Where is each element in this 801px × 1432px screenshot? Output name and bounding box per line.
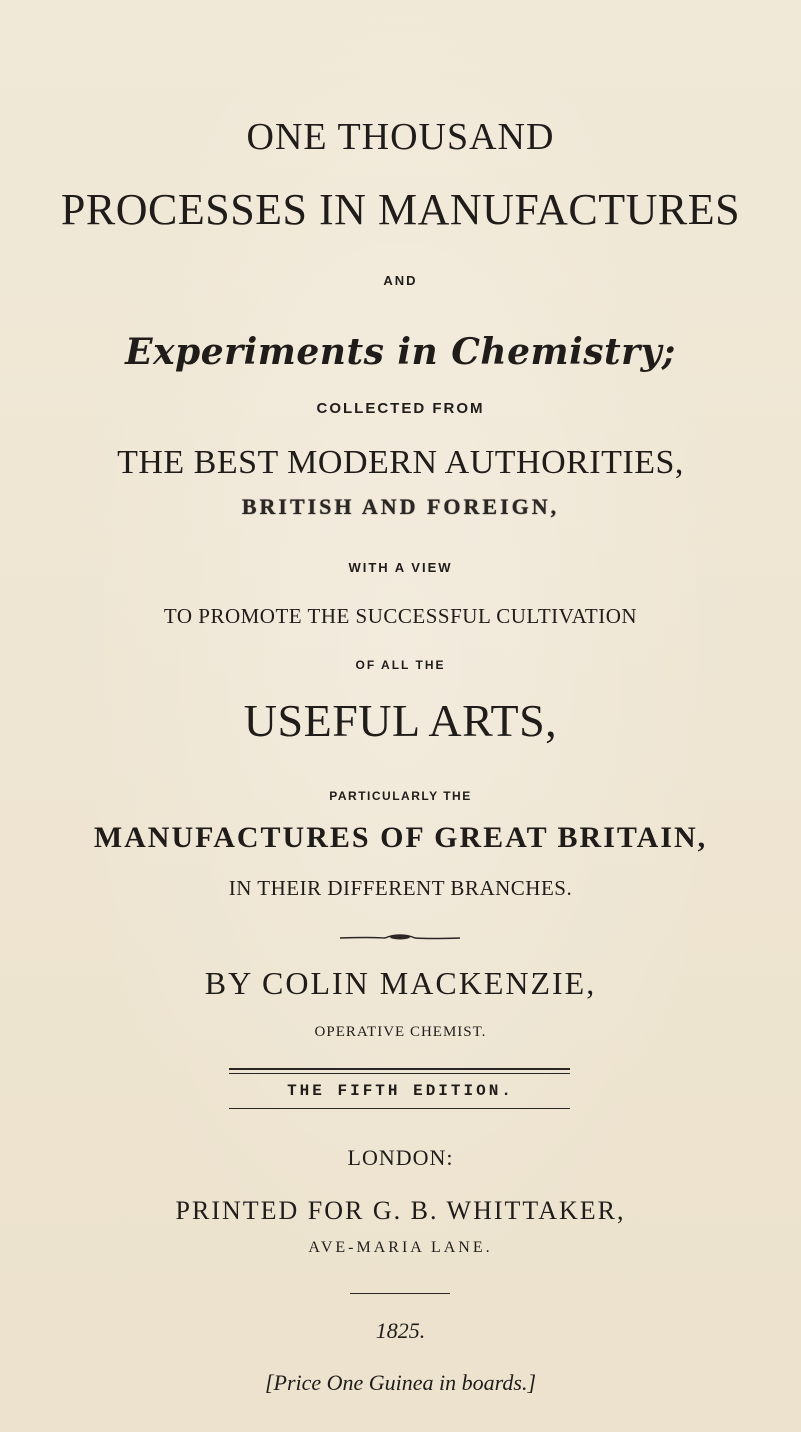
imprint-address: AVE-MARIA LANE. <box>308 1239 493 1256</box>
edition-line: THE FIFTH EDITION. <box>287 1082 514 1100</box>
decorative-rule-ornament <box>340 934 460 942</box>
conjunction-and: AND <box>383 273 418 288</box>
edition-rule-bottom <box>229 1108 570 1109</box>
title-line-1: ONE THOUSAND <box>246 116 555 158</box>
author-title: OPERATIVE CHEMIST. <box>314 1024 487 1040</box>
edition-rule-top <box>229 1068 570 1070</box>
title-line-2: PROCESSES IN MANUFACTURES <box>60 185 741 234</box>
publication-year: 1825. <box>375 1318 426 1343</box>
imprint-city: LONDON: <box>347 1145 454 1170</box>
imprint-printer: PRINTED FOR G. B. WHITTAKER, <box>175 1196 626 1225</box>
edition-rule-top-thin <box>229 1073 570 1074</box>
of-all-the: OF ALL THE <box>355 658 446 672</box>
useful-arts: USEFUL ARTS, <box>243 695 558 746</box>
manufactures-great-britain: MANUFACTURES OF GREAT BRITAIN, <box>93 821 708 854</box>
collected-from: COLLECTED FROM <box>316 400 485 417</box>
different-branches: IN THEIR DIFFERENT BRANCHES. <box>228 876 573 900</box>
date-rule <box>350 1293 450 1294</box>
best-authorities: THE BEST MODERN AUTHORITIES, <box>117 444 684 481</box>
author-line: BY COLIN MACKENZIE, <box>204 965 597 1001</box>
price-note: [Price One Guinea in boards.] <box>264 1370 537 1395</box>
with-a-view: WITH A VIEW <box>348 560 453 575</box>
british-and-foreign: BRITISH AND FOREIGN, <box>241 494 560 519</box>
particularly-the: PARTICULARLY THE <box>329 789 472 803</box>
promote-line: TO PROMOTE THE SUCCESSFUL CULTIVATION <box>163 604 638 628</box>
subtitle-experiments: Experiments in Chemistry; <box>125 331 676 373</box>
